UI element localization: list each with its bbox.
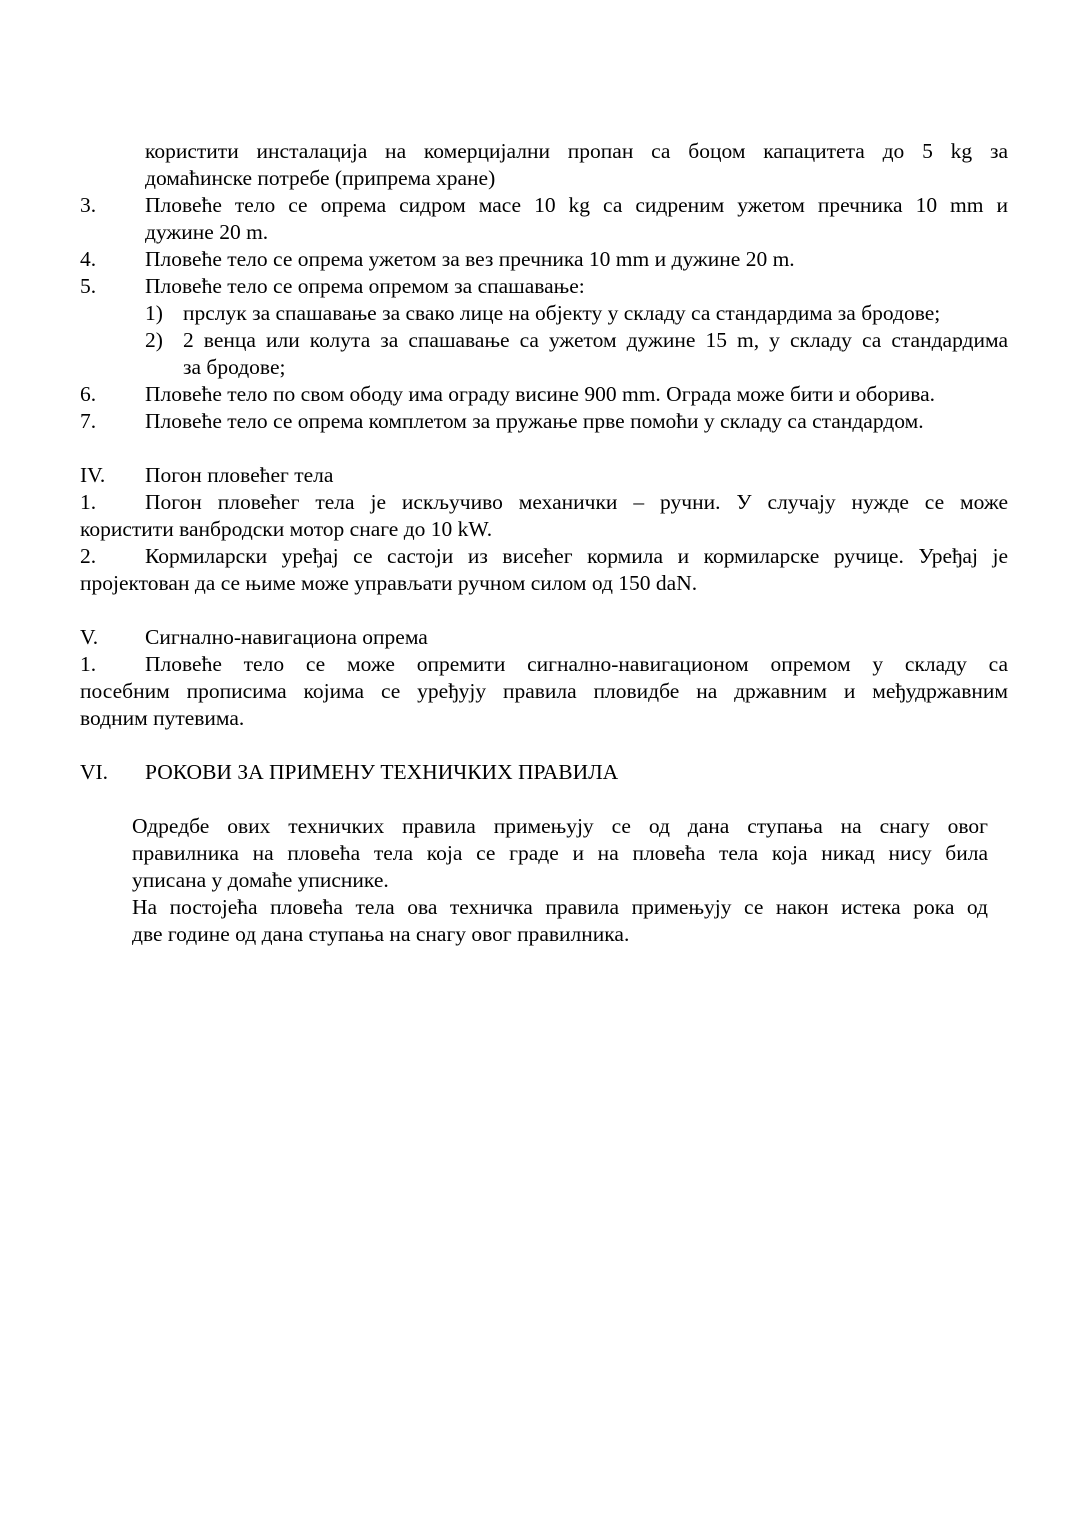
text-line: пројектован да се њиме може управљати ручном силом од 150 daN. bbox=[80, 571, 698, 595]
text-line: користити ванбродски мотор снаге до 10 kW. bbox=[80, 517, 493, 541]
paragraph-vi-1 bbox=[132, 813, 988, 894]
text-line: 1. Погон пловећег тела је искључиво механички – ручни. У случају нужде се може bbox=[80, 490, 1008, 514]
text-line: 2. Кормиларски уређај се састоји из висећег кормила и кормиларске ручице. Уређај је bbox=[80, 544, 1008, 568]
section-heading-vi bbox=[80, 759, 1008, 786]
section-number: IV. bbox=[80, 463, 106, 487]
section-heading-iv bbox=[80, 462, 1008, 489]
section-heading-v bbox=[80, 624, 1008, 651]
text-line: водним путевима. bbox=[80, 706, 245, 730]
sub-item-number: 1) bbox=[145, 301, 163, 325]
paragraph-number: 1. bbox=[80, 652, 97, 676]
list-item-number: 5. bbox=[80, 274, 97, 298]
paragraph-number: 1. bbox=[80, 490, 97, 514]
section-title: Погон пловећег тела bbox=[145, 463, 334, 487]
list-item-5 bbox=[80, 273, 1008, 300]
numbered-paragraph-v-1 bbox=[80, 651, 1008, 732]
text-line: Пловеће тело се опрема комплетом за пружање прве помоћи у складу са стандардом. bbox=[145, 409, 924, 433]
text-line: 2 венца или колута за спашавање са ужетом дужине 15 m, у складу са стандардима bbox=[183, 328, 1008, 352]
text-line: Пловеће тело по свом ободу има ограду висине 900 mm. Ограда може бити и оборива. bbox=[145, 382, 936, 406]
list-item-6 bbox=[80, 381, 1008, 408]
text-line: уписана у домаће уписнике. bbox=[132, 868, 389, 892]
text-line: домаћинске потребе (припрема хране) bbox=[145, 166, 496, 190]
text-line: дужине 20 m. bbox=[145, 220, 269, 244]
text-line: Пловеће тело се опрема сидром масе 10 kg са сидреним ужетом пречника 10 mm и bbox=[145, 193, 1008, 217]
list-item-7 bbox=[80, 408, 1008, 435]
text-line: користити инсталација на комерцијални пропан са боцом капацитета до 5 kg за bbox=[145, 139, 1008, 163]
section-number: V. bbox=[80, 625, 99, 649]
text-line: Одредбе ових техничких правила примењују се од дана ступања на снагу овог bbox=[132, 814, 988, 838]
text-line: посебним прописима којима се уређују правила пловидбе на државним и међудржавним bbox=[80, 679, 1008, 703]
section-title: Сигнално-навигациона опрема bbox=[145, 625, 428, 649]
text-line: две године од дана ступања на снагу овог правилника. bbox=[132, 922, 630, 946]
text-line: Пловеће тело се опрема опремом за спашавање: bbox=[145, 274, 585, 298]
text-line: за бродове; bbox=[183, 355, 286, 379]
section-title: РОКОВИ ЗА ПРИМЕНУ ТЕХНИЧКИХ ПРАВИЛА bbox=[145, 760, 619, 784]
paragraph-intro-continuation bbox=[80, 138, 1008, 192]
list-item-number: 4. bbox=[80, 247, 97, 271]
list-item-number: 3. bbox=[80, 193, 97, 217]
list-item-3 bbox=[80, 192, 1008, 246]
sub-item-number: 2) bbox=[145, 328, 163, 352]
text-line: 1. Пловеће тело се може опремити сигнално-навигационом опремом у складу са bbox=[80, 652, 1008, 676]
sub-item-1 bbox=[80, 300, 1008, 327]
section-vi-body bbox=[80, 813, 1008, 948]
sub-item-2 bbox=[80, 327, 1008, 381]
text-line: правилника на пловећа тела која се граде и на пловећа тела која никад нису била bbox=[132, 841, 988, 865]
paragraph-number: 2. bbox=[80, 544, 97, 568]
paragraph-vi-2 bbox=[132, 894, 988, 948]
list-item-4 bbox=[80, 246, 1008, 273]
numbered-paragraph-iv-2 bbox=[80, 543, 1008, 597]
list-item-number: 6. bbox=[80, 382, 97, 406]
text-line: Пловеће тело се опрема ужетом за вез пречника 10 mm и дужине 20 m. bbox=[145, 247, 795, 271]
text-line: На постојећа пловећа тела ова техничка правила примењују се након истека рока од bbox=[132, 895, 988, 919]
numbered-paragraph-iv-1 bbox=[80, 489, 1008, 543]
text-line: прслук за спашавање за свако лице на објекту у складу са стандардима за бродове; bbox=[183, 301, 941, 325]
list-item-number: 7. bbox=[80, 409, 97, 433]
section-number: VI. bbox=[80, 760, 109, 784]
